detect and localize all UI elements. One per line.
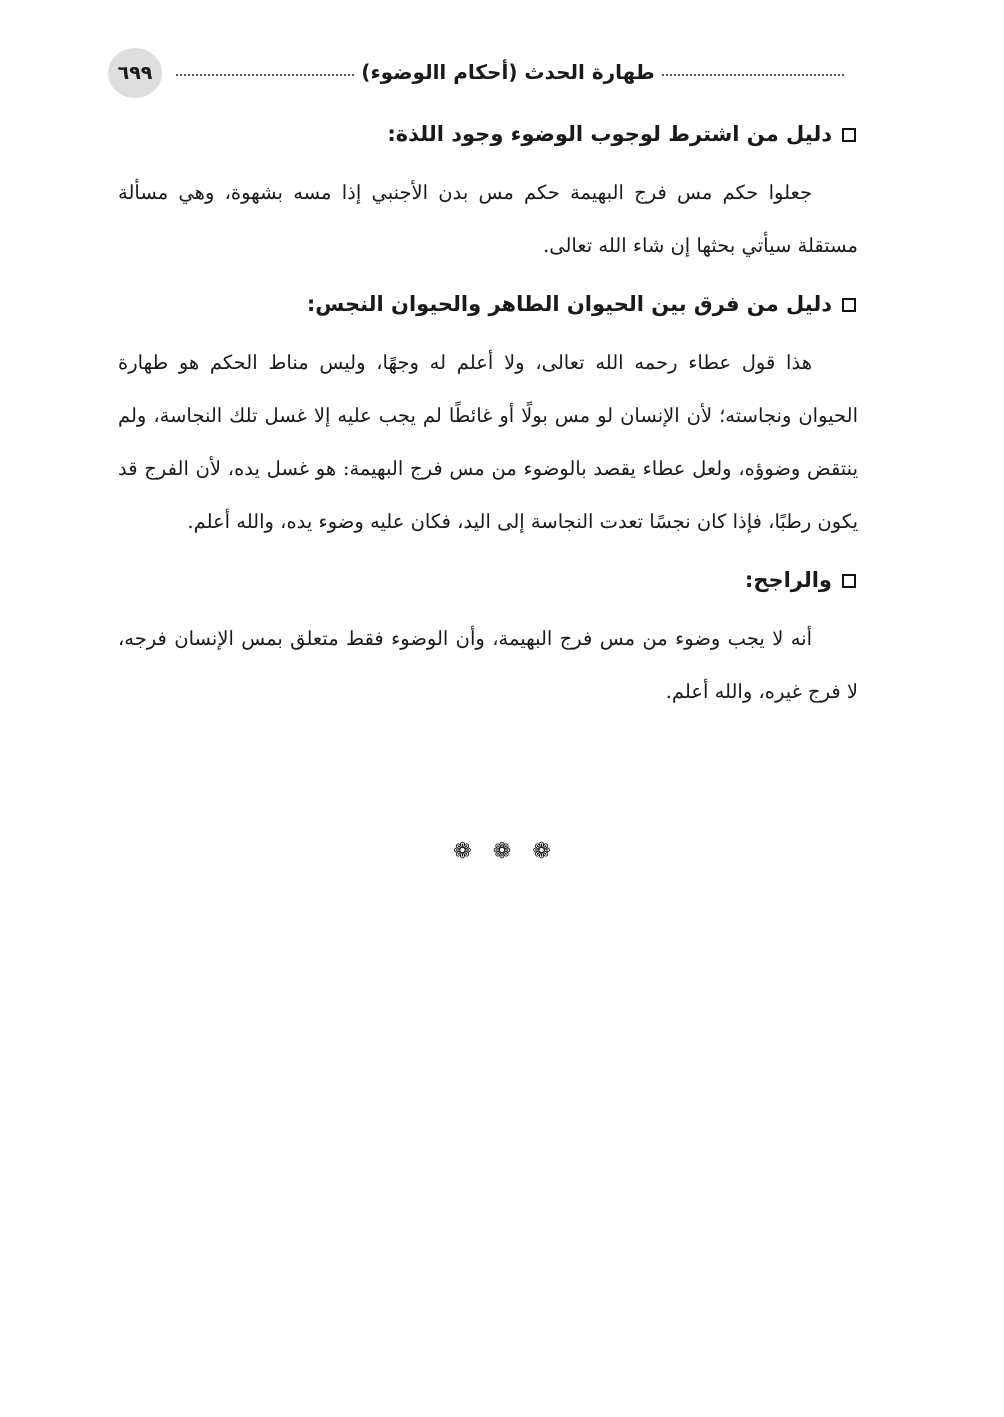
- body-paragraph: جعلوا حكم مس فرج البهيمة حكم مس بدن الأجنبي إذا مسه بشهوة، وهي مسألة مستقلة سيأتي بحثها إن شاء الله تعالى.: [118, 181, 858, 257]
- flower-ornament-icon: ❁: [532, 839, 551, 864]
- section-heading-text: والراجح:: [744, 568, 832, 592]
- section-heading: [118, 558, 858, 602]
- body-paragraph: أنه لا يجب وضوء من مس فرج البهيمة، وأن الوضوء فقط متعلق بمس الإنسان فرجه، لا فرج غيره، والله أعلم.: [118, 627, 858, 703]
- section-heading: [118, 282, 858, 326]
- page-body: [118, 112, 858, 728]
- section-heading-text: دليل من اشترط لوجوب الوضوء وجود اللذة:: [387, 122, 832, 146]
- header-dotted-rule-right: [662, 74, 844, 76]
- checkbox-bullet-icon: [842, 574, 856, 588]
- running-header: [108, 44, 848, 100]
- page-number: ٦٩٩: [108, 48, 162, 98]
- flower-ornament-icon: ❁: [492, 839, 512, 864]
- section-heading-text: دليل من فرق بين الحيوان الطاهر والحيوان النجس:: [306, 292, 832, 316]
- body-paragraph: هذا قول عطاء رحمه الله تعالى، ولا أعلم له وجهًا، وليس مناط الحكم هو طهارة الحيوان ونجاسته؛ لأن الإنسان لو مس بولًا أو غائطًا لم يجب عليه إلا غسل تلك النجاسة، ولم ينتقض وضوؤه، ولعل عطاء يقصد بالوضوء من مس فرج البهيمة: هو غسل يده، لأن الفرج قد يكون رطبًا، فإذا كان نجسًا تعدت النجاسة إلى اليد، فكان عليه وضوء يده، والله أعلم.: [118, 351, 858, 533]
- header-dotted-rule-left: [176, 74, 354, 76]
- chapter-title: طهارة الحدث (أحكام االوضوء): [361, 60, 655, 84]
- section-heading: [118, 112, 858, 156]
- section-end-ornaments: [0, 832, 1004, 872]
- checkbox-bullet-icon: [842, 298, 856, 312]
- flower-ornament-icon: ❁: [453, 839, 472, 864]
- checkbox-bullet-icon: [842, 128, 856, 142]
